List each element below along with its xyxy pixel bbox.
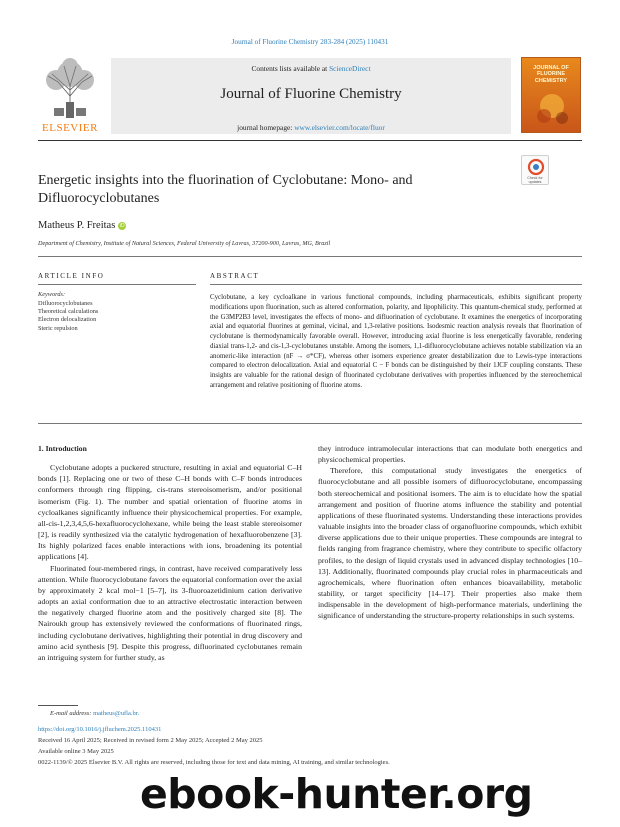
homepage-link[interactable]: www.elsevier.com/locate/fluor xyxy=(294,123,385,132)
available-online: Available online 3 May 2025 xyxy=(38,748,114,755)
author-line xyxy=(38,220,126,231)
email-link[interactable]: matheus@ufla.br. xyxy=(93,710,140,717)
abstract-text: Cyclobutane, a key cycloalkane in various functional compounds, including pharmaceuticals, exhibits significant property modifications upon fluorination, such as altered conformation, polarity, and lipophilicity. This quantum-chemical study, performed at the G3MP2B3 level, investigates the effects of mono- and difluorination of cyclobutane. It examines the energetics of incorporating axial and equatorial fluorines at geminal, vicinal, and 1,3-relative positions. Isodesmic reaction analysis reveals that fluorination of cyclobutane is thermodynamically favorable overall. However, introducing axial fluorine is less energetically favorable, rendering diaxial trans-1,2- and cis-1,3-cyclobutanes unstable. Among the isomers, 1,1-difluorocyclobutane achieves notable stabilization via an anomeric-like interaction (nF → σ*CF), whereas other isomers experience greater destabilization due to Lewis-type interactions compared to electron delocalization. Axial and equatorial C − F bonds can be distinguished by their 1JCF coupling constants. These insights are valuable for the rational design of fluorinated cyclobutane derivatives with properties influenced by the stereochemical arrangement and relative positioning of fluorine atoms. xyxy=(210,294,582,389)
body-column-left xyxy=(38,443,302,663)
keywords-label: Keywords: xyxy=(38,291,66,298)
watermark-text: ebook-hunter.org xyxy=(140,770,533,818)
abstract-heading: ABSTRACT xyxy=(210,272,260,280)
doi-link[interactable]: https://doi.org/10.1016/j.jfluchem.2025.110431 xyxy=(38,726,162,733)
abstract-divider xyxy=(210,284,582,285)
author-name[interactable]: Matheus P. Freitas xyxy=(38,220,116,231)
email-footnote xyxy=(50,710,139,717)
journal-reference-link[interactable]: Journal of Fluorine Chemistry 283-284 (2025) 110431 xyxy=(231,38,389,46)
body-paragraph: Therefore, this computational study investigates the energetics of fluorocyclobutane and all possible isomers of difluorocyclobutane, encompassing both stereochemical and positional isomers. The aim is to elucidate how the spatial arrangement and position of fluorine atoms influence the stability and potential applications of these fluorinated systems. Understanding these interactions provides valuable insights into the broader class of organofluorine compounds, which exhibit diverse applications due to their unique properties. These compounds are integral to fields ranging from fragrance chemistry, where they contribute to specific olfactory profiles, to the design of liquid crystals used in advanced display technologies [10–13]. Additionally, fluorinated compounds play crucial roles in pharmaceuticals and agrochemicals, where fluorination often enhances bioavailability, metabolic stability, or target specificity [14–17]. Their properties also make them indispensable in the development of high-performance materials, underlining the significance of understanding the structure-property relationships in such systems. xyxy=(318,466,582,621)
received-dates: Received 16 April 2025; Received in revised form 2 May 2025; Accepted 2 May 2025 xyxy=(38,737,263,744)
body-column-right xyxy=(318,443,582,622)
abstract-end-divider xyxy=(38,423,582,424)
check-updates-icon xyxy=(522,157,550,177)
elsevier-wordmark: ELSEVIER xyxy=(42,122,98,134)
sciencedirect-link[interactable]: ScienceDirect xyxy=(329,64,371,73)
email-label: E-mail address: xyxy=(50,710,94,717)
homepage-line xyxy=(111,123,511,132)
cover-artwork xyxy=(522,58,581,133)
keyword: Electron delocalization xyxy=(38,316,97,324)
copyright-notice: 0022-1139/© 2025 Elsevier B.V. All rights are reserved, including those for text and data mining, AI training, and similar technologies. xyxy=(38,759,390,766)
keyword: Difluorocyclobutanes xyxy=(38,300,93,307)
check-for-updates-button[interactable] xyxy=(521,155,549,185)
orcid-icon[interactable]: iD xyxy=(119,223,125,229)
affiliation: Department of Chemistry, Institute of Natural Sciences, Federal University of Lavras, 37200-900, Lavras, MG, Brazil xyxy=(38,240,331,247)
article-info-heading: ARTICLE INFO xyxy=(38,272,105,280)
header-divider xyxy=(38,140,582,141)
homepage-prefix: journal homepage: xyxy=(237,123,295,132)
cover-title: JOURNAL OF FLUORINE CHEMISTRY xyxy=(533,65,569,84)
check-updates-label: Check for updates xyxy=(527,176,543,185)
keyword: Theoretical calculations xyxy=(38,308,99,316)
contents-line xyxy=(111,64,511,73)
body-paragraph: Fluorinated four-membered rings, in contrast, have received comparatively less attention. While fluorocyclobutane favors the equatorial conformation over the axial by approximately 2 kcal mol−1 [5–7], its 3-fluoroazetidinium cation derivative adopts an axial conformation due to an attractive electrostatic interaction between the negatively charged fluorine atom and the positively charged site [8]. The Nairoukh group has extensively reviewed the conformations of fluorinated rings, including cyclobutane derivatives, highlighting their potential in drug discovery and amino acid synthesis [9]. Despite this progress, difluorinated cyclobutanes remain an intriguing system for further study, as xyxy=(38,563,302,662)
article-title: Energetic insights into the fluorination of Cyclobutane: Mono- and Difluorocyclobutanes xyxy=(38,173,413,206)
journal-cover-image[interactable] xyxy=(521,57,581,133)
keywords-list xyxy=(38,300,196,333)
article-info-divider xyxy=(38,284,196,285)
section-heading: 1. Introduction xyxy=(38,444,87,453)
journal-name: Journal of Fluorine Chemistry xyxy=(220,86,402,102)
body-paragraph: they introduce intramolecular interactions that can modulate both energetics and physicochemical properties. xyxy=(318,444,582,465)
contents-prefix: Contents lists available at xyxy=(251,64,330,73)
affiliation-divider xyxy=(38,256,582,257)
footnote-divider xyxy=(38,705,78,706)
keyword: Steric repulsion xyxy=(38,324,78,332)
body-paragraph: Cyclobutane adopts a puckered structure, resulting in axial and equatorial C–H bonds [1]. Replacing one or two of these C–H bonds with C–F bonds introduces conformers through ring flipping, cis-trans stereoisomerism, and/or positional isomerism (Fig. 1). The number and spatial orientation of fluorine atoms in cycloalkanes significantly influence their physicochemical properties. For example, all-cis-1,2,3,4,5,6-hexafluorocyclohexane, while being the least stable stereoisomer [2], is readily synthesized via the catalytic hydrogenation of hexafluorobenzene [3]. Its highly polarized faces enable interactions with ions, broadening its potential applications [4]. xyxy=(38,463,302,562)
